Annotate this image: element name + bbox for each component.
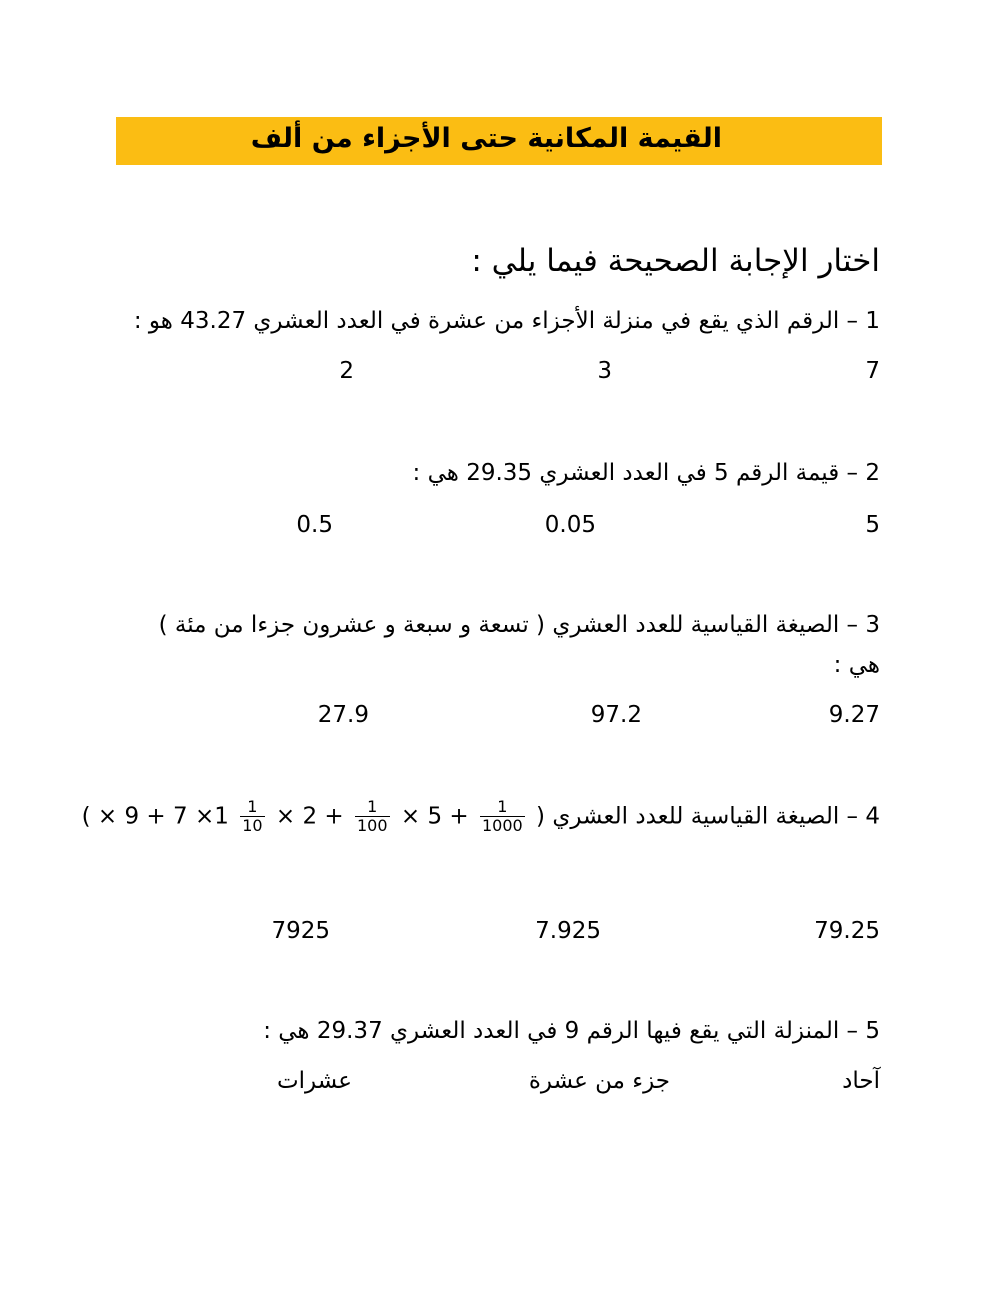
q4-prefix: 4 – الصيغة القياسية للعدد العشري — [552, 803, 880, 830]
question-2-text: 2 – قيمة الرقم 5 في العدد العشري 29.35 هي : — [412, 460, 880, 486]
q5-option-2[interactable]: جزء من عشرة — [528, 1068, 670, 1094]
frac2-num: 1 — [355, 798, 390, 817]
q3-option-3[interactable]: 27.9 — [317, 702, 369, 728]
question-4-text — [82, 798, 880, 836]
fraction-1-1000 — [480, 798, 525, 836]
q1-option-3[interactable]: 2 — [339, 358, 354, 384]
frac3-num: 1 — [480, 798, 525, 817]
q4-term-3: + 5 × — [400, 803, 469, 830]
instruction-text: اختار الإجابة الصحيحة فيما يلي : — [471, 243, 880, 279]
q5-option-1[interactable]: آحاد — [842, 1068, 880, 1094]
q4-term-1: 1× 7 + 9 × — [97, 803, 229, 830]
fraction-1-10 — [240, 798, 264, 836]
frac2-den: 100 — [357, 816, 388, 836]
fraction-1-100 — [355, 798, 390, 836]
q4-term-2: + 2 × — [275, 803, 344, 830]
title-banner — [116, 117, 882, 165]
page-title: القيمة المكانية حتى الأجزاء من ألف — [250, 123, 722, 154]
q2-option-3[interactable]: 0.5 — [296, 512, 333, 538]
question-1-text: 1 – الرقم الذي يقع في منزلة الأجزاء من عشرة في العدد العشري 43.27 هو : — [133, 308, 880, 334]
q1-option-1[interactable]: 7 — [865, 358, 880, 384]
frac1-den: 10 — [242, 816, 263, 836]
q4-paren-open: ( — [536, 803, 546, 830]
q2-option-2[interactable]: 0.05 — [544, 512, 596, 538]
q3-option-2[interactable]: 97.2 — [590, 702, 642, 728]
q1-option-2[interactable]: 3 — [597, 358, 612, 384]
q5-option-3[interactable]: عشرات — [277, 1068, 352, 1094]
q4-option-3[interactable]: 7925 — [271, 918, 330, 944]
frac3-den: 1000 — [482, 816, 523, 836]
q4-paren-close: ) — [81, 803, 91, 830]
frac1-num: 1 — [240, 798, 264, 817]
q4-option-1[interactable]: 79.25 — [814, 918, 880, 944]
question-5-text: 5 – المنزلة التي يقع فيها الرقم 9 في العدد العشري 29.37 هي : — [263, 1018, 880, 1044]
question-3-text-line2: هي : — [833, 652, 880, 678]
q4-option-2[interactable]: 7.925 — [535, 918, 601, 944]
q2-option-1[interactable]: 5 — [865, 512, 880, 538]
q3-option-1[interactable]: 9.27 — [828, 702, 880, 728]
question-3-text-line1: 3 – الصيغة القياسية للعدد العشري ( تسعة و سبعة و عشرون جزءا من مئة ) — [158, 612, 880, 638]
